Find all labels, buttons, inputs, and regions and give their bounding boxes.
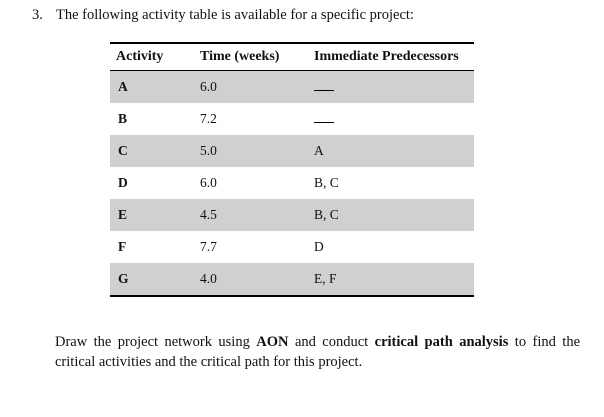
cell-time: 4.5 <box>200 207 217 222</box>
cell-activity: A <box>118 79 128 94</box>
table-row <box>110 231 474 263</box>
cell-activity: F <box>118 239 127 254</box>
cell-predecessors <box>314 103 474 127</box>
table-row <box>110 263 474 295</box>
dash-symbol <box>314 122 334 123</box>
instructions-bold-aon: AON <box>256 334 289 350</box>
instructions-text-1: Draw the project network using <box>55 334 257 350</box>
cell-activity: E <box>118 207 128 222</box>
dash-symbol <box>314 90 334 91</box>
cell-activity: B <box>118 111 128 126</box>
cell-time: 6.0 <box>200 79 217 94</box>
instructions-paragraph <box>55 332 580 372</box>
cell-activity: C <box>118 143 128 158</box>
table-header-row <box>110 44 474 71</box>
header-predecessors: Immediate Predecessors <box>314 49 459 64</box>
cell-time: 4.0 <box>200 271 217 286</box>
cell-predecessors: D <box>314 239 324 254</box>
cell-time: 7.7 <box>200 239 217 254</box>
cell-predecessors: B, C <box>314 207 339 222</box>
cell-activity: D <box>118 175 128 190</box>
cell-predecessors: E, F <box>314 271 337 286</box>
cell-activity: G <box>118 271 129 286</box>
table-row <box>110 199 474 231</box>
table-row <box>110 71 474 103</box>
question-number: 3. <box>32 7 43 23</box>
activity-table <box>110 42 474 297</box>
header-time: Time (weeks) <box>200 49 280 64</box>
cell-predecessors: A <box>314 143 324 158</box>
instructions-text-3: to find the critical activities and the critical path for this project. <box>55 334 581 370</box>
cell-time: 7.2 <box>200 111 217 126</box>
table-row <box>110 103 474 135</box>
table-bottom-rule <box>110 295 474 297</box>
question-line <box>32 7 414 24</box>
cell-time: 5.0 <box>200 143 217 158</box>
instructions-bold-cpa: critical path analysis <box>374 334 509 350</box>
table-row <box>110 135 474 167</box>
question-text: The following activity table is available for a specific project: <box>56 7 414 23</box>
table-row <box>110 167 474 199</box>
cell-time: 6.0 <box>200 175 217 190</box>
cell-predecessors: B, C <box>314 175 339 190</box>
instructions-text-2: and conduct <box>288 334 375 350</box>
cell-predecessors <box>314 71 474 95</box>
header-activity: Activity <box>116 49 164 64</box>
